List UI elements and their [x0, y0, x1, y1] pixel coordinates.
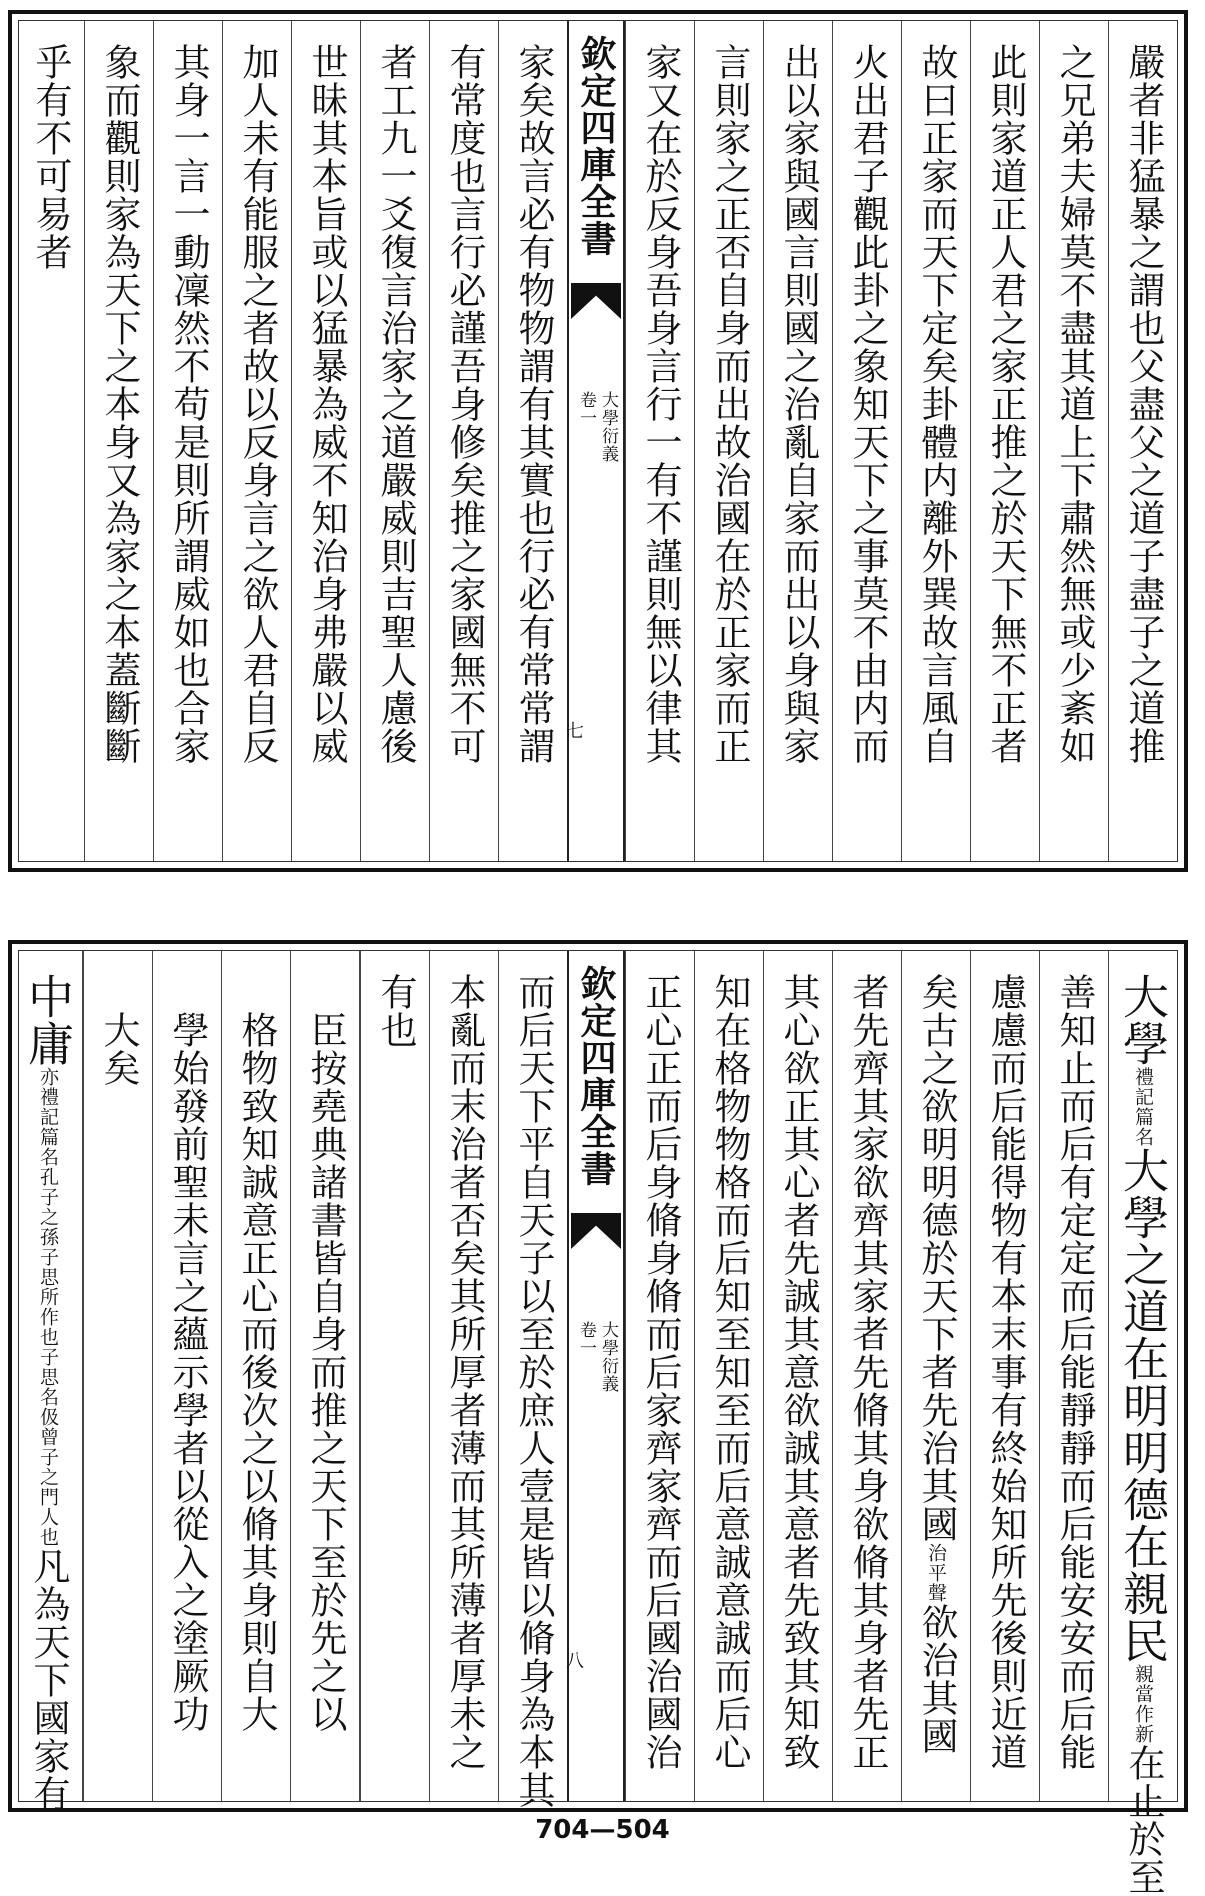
text-column: 正心正而后身脩身脩而后家齊家齊而后國治國治: [625, 951, 694, 1801]
main-text: 凡為天下國家有: [27, 1547, 70, 1813]
text-column: [901, 951, 970, 1801]
text-column: 慮慮而后能得物有本末事有終始知所先後則近道: [970, 951, 1039, 1801]
top-page-frame: [18, 20, 1178, 862]
text-column: 者先齊其家欲齊其家者先脩其身欲脩其身者先正: [832, 951, 901, 1801]
annotation: 亦禮記篇名孔子之孫子思所作也子思名伋曾子之門人也: [37, 1067, 59, 1547]
main-text: 矣古之欲明明德於天下者先治其國: [915, 973, 958, 1543]
text-column-heading: [1108, 951, 1177, 1896]
annotation: 治平聲: [925, 1543, 947, 1603]
center-subtitle: 大學衍義: [598, 391, 618, 463]
text-column: 有常度也言行必謹吾身修矣推之家國無不可: [429, 21, 498, 861]
commentary-column: 學始發前聖未言之蘊示學者以從入之塗厥功: [152, 951, 221, 1801]
text-column: 嚴者非猛暴之謂也父盡父之道子盡子之道推: [1108, 21, 1177, 861]
top-page-columns: [19, 21, 1177, 861]
center-fold: [563, 951, 625, 1801]
annotation: 親當作新: [1132, 1664, 1154, 1744]
text-column: 有也: [360, 951, 429, 1801]
commentary-column: 大矣: [83, 951, 152, 1801]
text-column: 之兄弟夫婦莫不盡其道上下肅然無或少紊如: [1039, 21, 1108, 861]
center-subtitle: 大學衍義: [598, 1321, 618, 1393]
text-column: 此則家道正人君之家正推之於天下無不正者: [970, 21, 1039, 861]
top-page: [8, 10, 1188, 872]
text-column: 象而觀則家為天下之本身又為家之本蓋斷斷: [84, 21, 153, 861]
main-text: 在止於至: [1122, 1744, 1165, 1896]
commentary-column: 格物致知誠意正心而後次之以脩其身則自大: [221, 951, 290, 1801]
text-column: 加人未有能服之者故以反身言之欲人君自反: [222, 21, 291, 861]
center-fold: [563, 21, 625, 861]
annotation: 禮記篇名: [1132, 1067, 1154, 1147]
text-column: 知在格物物格而后知至知至而后意誠意誠而后心: [694, 951, 763, 1801]
center-juan: 卷一: [576, 391, 596, 427]
text-column: 乎有不可易者: [29, 43, 72, 271]
center-page-number: 七: [563, 721, 584, 740]
text-column-zhongyong: [14, 951, 82, 1813]
fish-tail-mark: [571, 1213, 621, 1249]
page-footer-number: 704—504: [535, 1815, 670, 1845]
fish-tail-mark: [571, 283, 621, 319]
text-column: 其身一言一動凜然不苟是則所謂威如也合家: [153, 21, 222, 861]
text-column: 出以家與國言則國之治亂自家而出以身與家: [763, 21, 832, 861]
text-column: 本亂而末治者否矣其所厚者薄而其所薄者厚未之: [429, 951, 498, 1801]
heading-zhongyong: 中庸: [21, 973, 75, 1067]
heading-daxue: 大學: [1116, 973, 1170, 1067]
text-column: 言則家之正否自身而出故治國在於正家而正: [694, 21, 763, 861]
text-column: 善知止而后有定定而后能靜靜而后能安安而后能: [1039, 951, 1108, 1801]
text-column: 而后天下平自天子以至於庶人壹是皆以脩身為本其: [498, 951, 567, 1801]
center-juan: 卷一: [576, 1321, 596, 1357]
text-column: 家又在於反身吾身言行一有不謹則無以律其: [625, 21, 694, 861]
text-column: 世昧其本旨或以猛暴為威不知治身弗嚴以威: [291, 21, 360, 861]
text-column: 故曰正家而天下定矣卦體内離外巽故言風自: [901, 21, 970, 861]
text-column: 火出君子觀此卦之象知天下之事莫不由内而: [832, 21, 901, 861]
center-page-number: 八: [563, 1651, 584, 1670]
text-column: 家矣故言必有物物謂有其實也行必有常常謂: [498, 21, 567, 861]
center-title: 欽定四庫全書: [575, 35, 617, 257]
center-title: 欽定四庫全書: [575, 965, 617, 1187]
main-text: 欲治其國: [915, 1603, 958, 1755]
commentary-column: 臣按堯典諸書皆自身而推之天下至於先之以: [290, 951, 359, 1801]
text-column: 其心欲正其心者先誠其意欲誠其意者先致其知致: [763, 951, 832, 1801]
main-text: 大學之道在明明德在親民: [1116, 1147, 1170, 1664]
text-column: 者工九一爻復言治家之道嚴威則吉聖人慮後: [360, 21, 429, 861]
